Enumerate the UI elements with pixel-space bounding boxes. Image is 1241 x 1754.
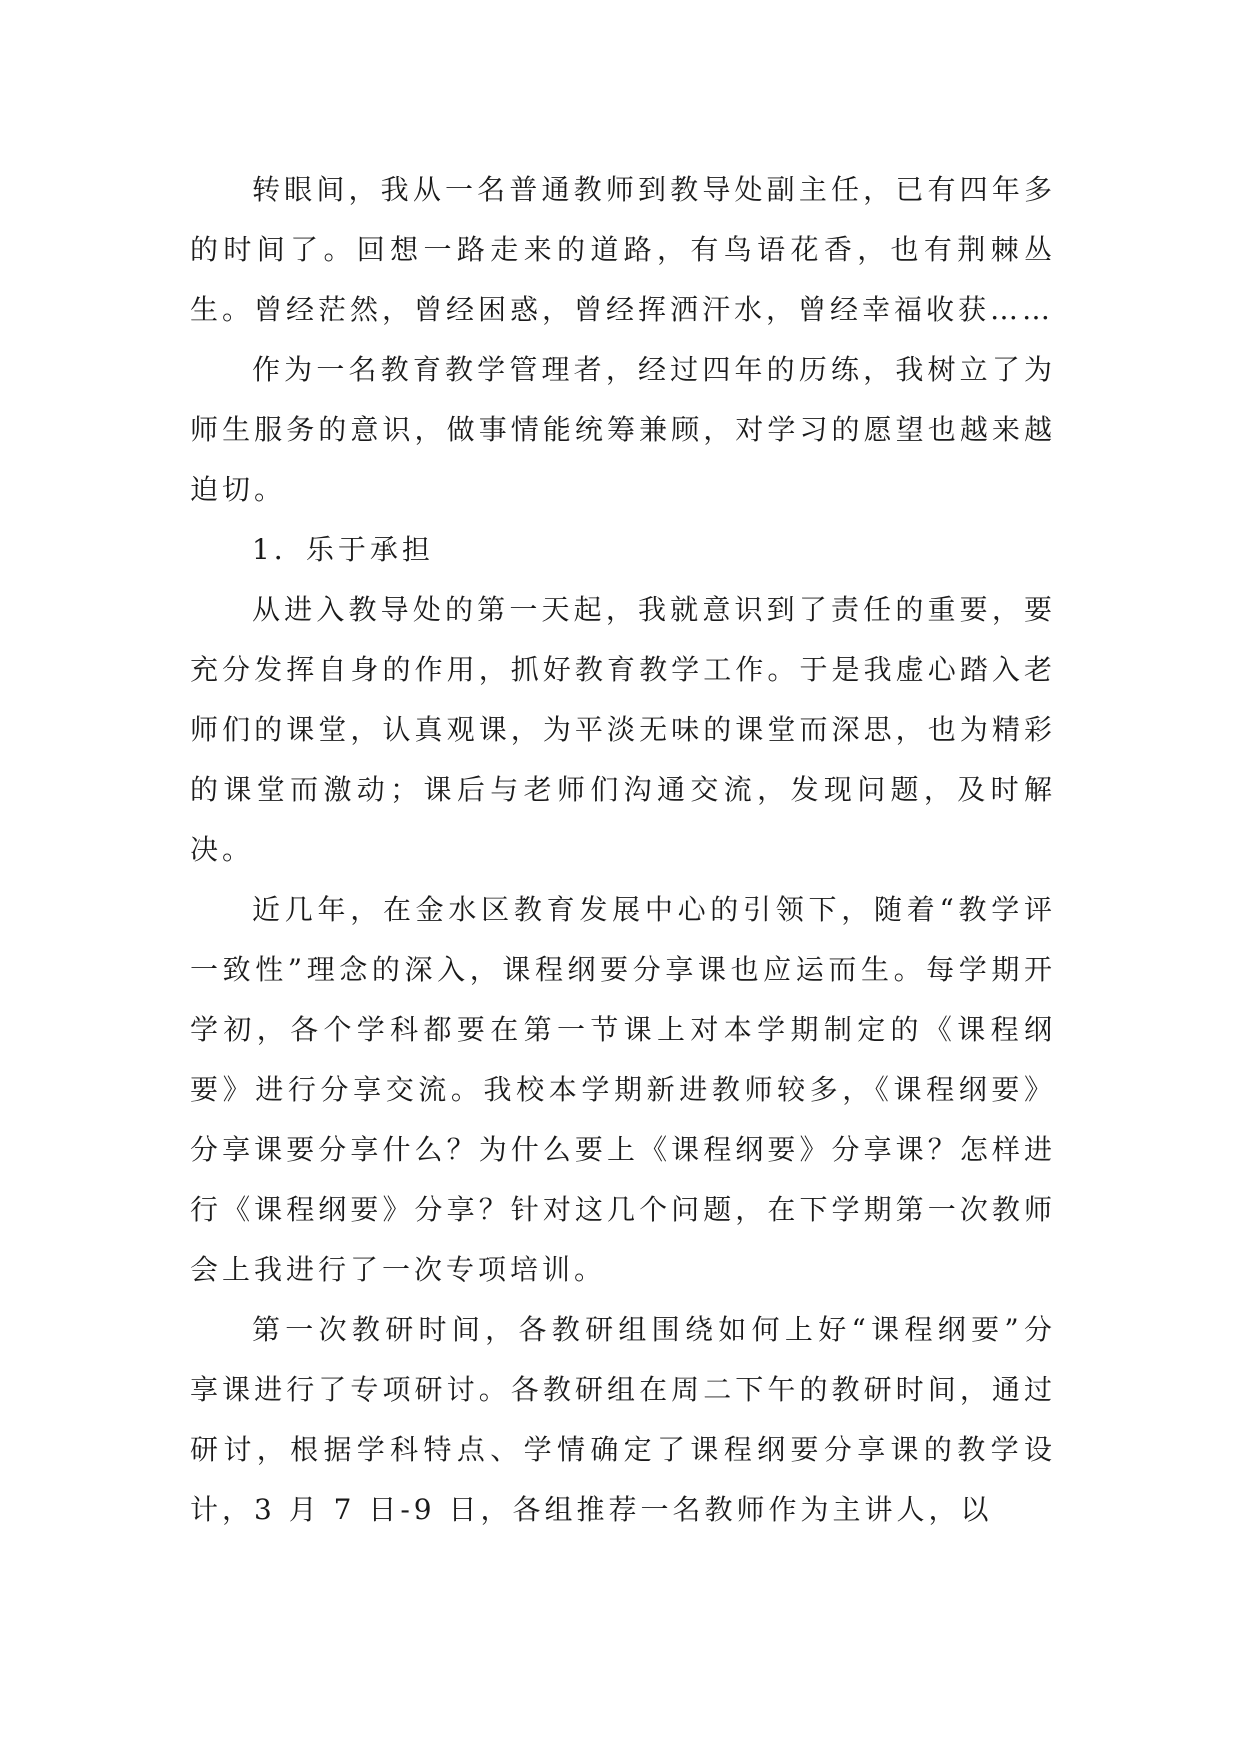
paragraph-responsibility: 从进入教导处的第一天起，我就意识到了责任的重要，要充分发挥自身的作用，抓好教育教学工作。于是我虚心踏入老师们的课堂，认真观课，为平淡无味的课堂而深思，也为精彩的课堂而激动；课后与老师们沟通交流，发现问题，及时解决。 (190, 593, 1056, 866)
document-body (190, 160, 1056, 1540)
paragraph-intro: 转眼间，我从一名普通教师到教导处副主任，已有四年多的时间了。回想一路走来的道路，有鸟语花香，也有荆棘丛生。曾经茫然，曾经困惑，曾经挥洒汗水，曾经幸福收获…… (190, 173, 1056, 326)
paragraph-manager-growth: 作为一名教育教学管理者，经过四年的历练，我树立了为师生服务的意识，做事情能统筹兼顾，对学习的愿望也越来越迫切。 (190, 353, 1056, 506)
paragraph-curriculum-outline: 近几年，在金水区教育发展中心的引领下，随着“教学评一致性”理念的深入，课程纲要分享课也应运而生。每学期开学初，各个学科都要在第一节课上对本学期制定的《课程纲要》进行分享交流。我校本学期新进教师较多，《课程纲要》分享课要分享什么？为什么要上《课程纲要》分享课？怎样进行《课程纲要》分享？针对这几个问题，在下学期第一次教师会上我进行了一次专项培训。 (190, 893, 1056, 1286)
section-heading-willing: 1．乐于承担 (252, 533, 434, 566)
paragraph-teaching-research: 第一次教研时间，各教研组围绕如何上好“课程纲要”分享课进行了专项研讨。各教研组在周二下午的教研时间，通过研讨，根据学科特点、学情确定了课程纲要分享课的教学设计，3 月 7 日-9 日，各组推荐一名教师作为主讲人，以 (190, 1313, 1056, 1526)
